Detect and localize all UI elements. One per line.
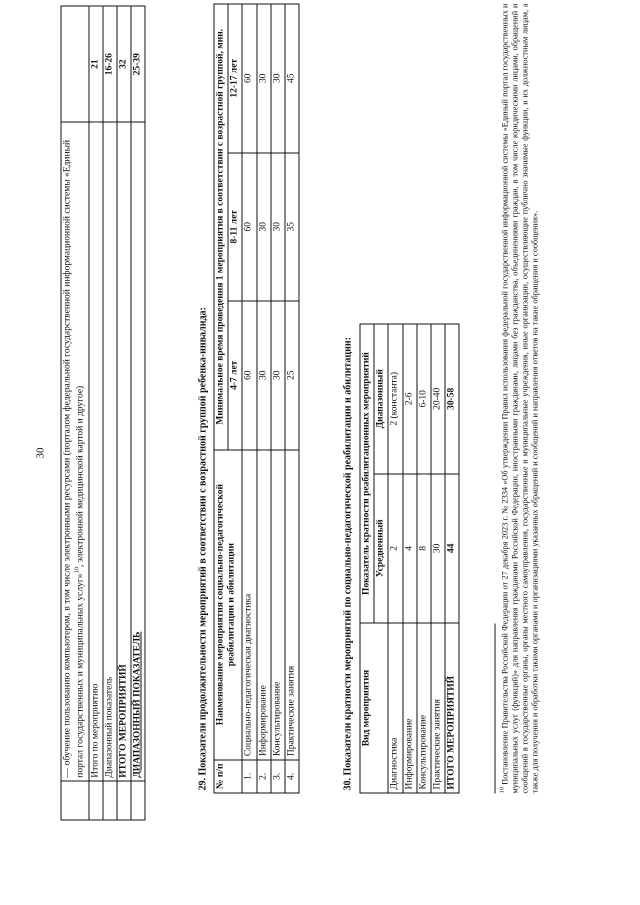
row-range: 20-40 [431, 324, 445, 474]
col-range-header: Диапазонный [374, 324, 388, 474]
row-label: Диапазонный показатель [102, 122, 116, 781]
col-time-header: Минимальное время проведения 1 мероприятия в соответствии с возрастной группой, мин. [214, 4, 228, 450]
footnote-text: Постановление Правительства Российской Федерации от 27 декабря 2023 г. № 2334 «Об утверждении Правил использования федеральной государственной информационной системы «Единый портал государственных и муниципальных услуг (функций)» для направления гражданами Российской Федерации, иностранными гражданами, лицами без гражданства, объединениями граждан, в том числе юридическими лицами, обращений и сообщений в государственные органы, органы местного самоуправления, государственные и муниципальные учреждения, иные организации, осуществляющие публично значимые функции, и их должностным лицам, а также для получения и обработки такими органами и организациями указанных обращений и сообщений и направления ответов на такие обращения и сообщения». [499, 3, 540, 793]
table-row [116, 6, 130, 820]
footnote-rule [494, 623, 495, 793]
table-row [242, 4, 256, 793]
table-row [402, 324, 416, 793]
row-num: 1. [242, 759, 256, 792]
row-value: 35 [285, 152, 299, 301]
col-type-header: Вид мероприятия [360, 623, 388, 793]
table-row [285, 4, 299, 793]
row-value: 21 [88, 6, 102, 122]
empty-cell [61, 781, 89, 820]
row-label: ИТОГО МЕРОПРИЯТИЙ [116, 122, 130, 781]
empty-cell [88, 781, 102, 820]
col-indicator-header: Показатель кратности реабилитационных мероприятий [360, 324, 374, 623]
top-continuation-table [60, 5, 145, 820]
empty-cell [61, 6, 89, 122]
row-value: 25-39 [131, 6, 145, 122]
service-cell [61, 122, 89, 781]
row-value: 30 [256, 152, 270, 301]
row-label: ДИАПАЗОННЫЙ ПОКАЗАТЕЛЬ [131, 122, 145, 781]
table-row [416, 324, 430, 793]
row-value: 30 [270, 301, 284, 450]
row-value: 60 [242, 301, 256, 450]
row-name: Социально-педагогическая диагностика [242, 449, 256, 759]
row-name: Консультирование [270, 449, 284, 759]
age-header: 4-7 лет [228, 301, 242, 450]
row-avg: 4 [402, 473, 416, 623]
table-header-row [360, 324, 374, 793]
footnote [494, 3, 540, 793]
row-value: 16-26 [102, 6, 116, 122]
row-avg: 2 [388, 473, 402, 623]
row-value: 30 [270, 4, 284, 153]
table-row [88, 6, 102, 820]
row-label: Итого по мероприятию [88, 122, 102, 781]
service-tail: , электронной медицинской картой и другое) [75, 385, 86, 567]
frequency-table [359, 323, 459, 793]
row-value: 25 [285, 301, 299, 450]
row-range: 2-6 [402, 324, 416, 474]
empty-cell [116, 781, 130, 820]
row-name: Консультирование [416, 623, 430, 793]
row-range: 2 (константа) [388, 324, 402, 474]
row-name: Практические занятия [285, 449, 299, 759]
duration-table [213, 3, 299, 793]
service-text: обучение пользованию компьютером, в том числе электронными ресурсами (порталом федеральной государственной информационной системы «Единый портал государственных и муниципальных услуг» [62, 139, 86, 778]
col-name-header: Наименование мероприятия социально-педагогической реабилитации и абилитации [214, 449, 242, 759]
row-value: 32 [116, 6, 130, 122]
table-total-row [445, 324, 459, 793]
col-num-header: № п/п [214, 759, 242, 792]
age-header: 12-17 лет [228, 4, 242, 153]
row-value: 30 [256, 301, 270, 450]
table-row [270, 4, 284, 793]
table-row [388, 324, 402, 793]
total-range: 30-58 [445, 324, 459, 474]
row-num: 4. [285, 759, 299, 792]
section-30-title: 30. Показатели кратности мероприятий по социально-педагогической реабилитации и абилитации: [342, 336, 353, 790]
table-row [431, 324, 445, 793]
row-num: 3. [270, 759, 284, 792]
row-value: 45 [285, 4, 299, 153]
empty-cell [102, 781, 116, 820]
table-row [256, 4, 270, 793]
dash-mark: — [62, 767, 72, 778]
row-name: Диагностика [388, 623, 402, 793]
row-value: 60 [242, 4, 256, 153]
table-header-row [214, 4, 228, 793]
row-name: Информирование [256, 449, 270, 759]
document-page [20, 3, 620, 885]
footnote-mark: 10 [498, 786, 505, 793]
col-avg-header: Усредненный [374, 473, 388, 623]
row-value: 30 [256, 4, 270, 153]
row-name: Информирование [402, 623, 416, 793]
row-name: Практические занятия [431, 623, 445, 793]
table-row [102, 6, 116, 820]
empty-cell [131, 781, 145, 820]
footnote-ref: 10 [73, 566, 81, 573]
page-number: 30 [34, 447, 46, 458]
row-value: 30 [270, 152, 284, 301]
table-row [131, 6, 145, 820]
row-avg: 30 [431, 473, 445, 623]
row-range: 6-10 [416, 324, 430, 474]
section-29-title: 29. Показатели продолжительности мероприятий в соответствии с возрастной группой ребенка-инвалида: [197, 306, 208, 790]
row-avg: 8 [416, 473, 430, 623]
total-avg: 44 [445, 473, 459, 623]
total-name: ИТОГО МЕРОПРИЯТИЙ [445, 623, 459, 793]
row-num: 2. [256, 759, 270, 792]
row-value: 60 [242, 152, 256, 301]
table-row [61, 6, 89, 820]
age-header: 8-11 лет [228, 152, 242, 301]
